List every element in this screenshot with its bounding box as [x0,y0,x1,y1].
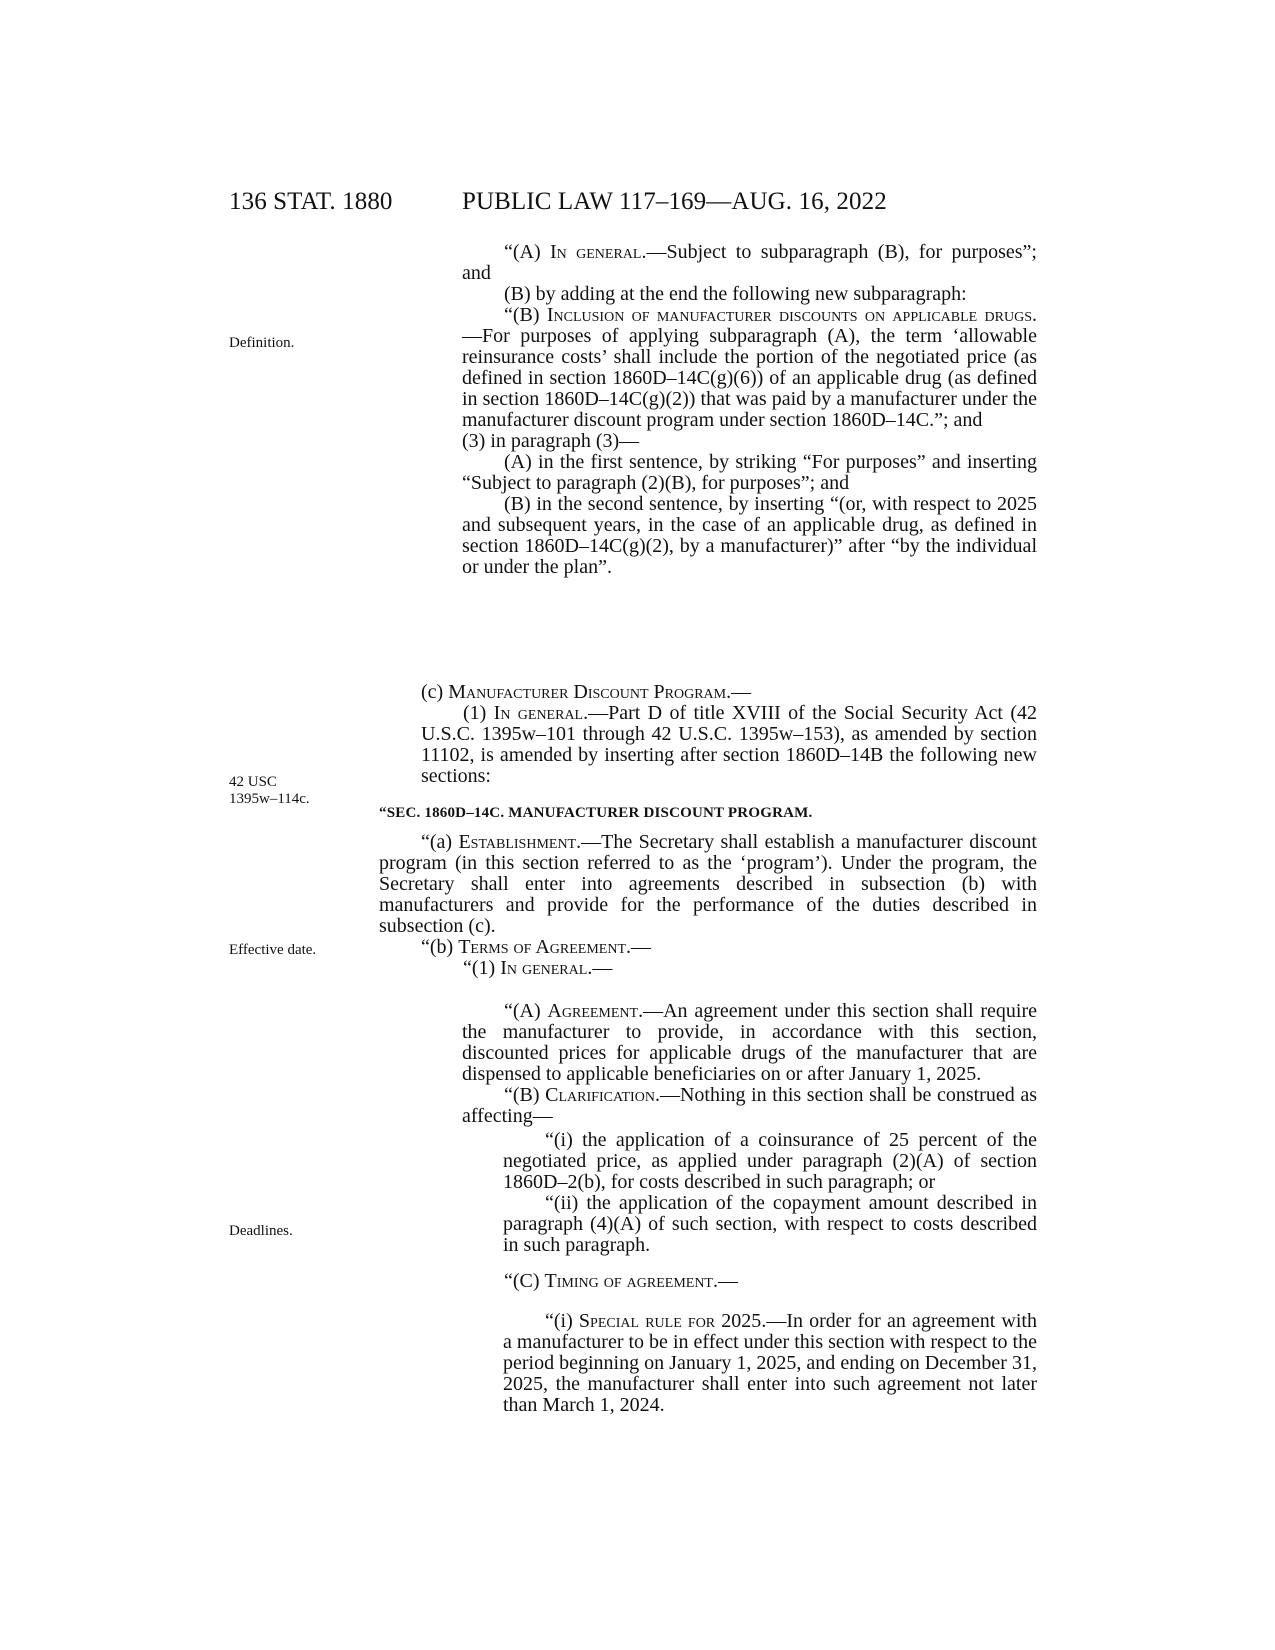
subsection-c-block [421,682,1037,787]
section-body-block [379,832,1037,979]
paragraph-b1-in-general: “(1) In general.— [463,957,613,979]
section-heading: “SEC. 1860D–14C. MANUFACTURER DISCOUNT PROGRAM. [379,805,813,821]
clause-ii-copayment: “(ii) the application of the copayment amount described in paragraph (4)(A) of such section, with respect to costs described in such paragraph. [503,1192,1037,1256]
subparagraph-b-clarification: “(B) Clarification.—Nothing in this section shall be construed as affecting— [462,1084,1037,1127]
margin-note-usc-line1: 42 USC [229,774,277,790]
subsection-b-terms: “(b) Terms of Agreement.— [421,936,651,958]
margin-note-effective-date: Effective date. [229,942,317,958]
special-rule-block [503,1311,1037,1416]
page-reference: 136 STAT. 1880 [229,188,393,215]
margin-note-usc-line2: 1395w–114c. [229,791,310,807]
subparagraph-a-agreement: “(A) Agreement.—An agreement under this section shall require the manufacturer to provide, in accordance with this section, discounted prices for applicable drugs of the manufacturer that are dispensed to applicable beneficiaries on or after January 1, 2025. [462,1000,1037,1085]
amendment-text-block [462,242,1037,578]
paragraph-3-a: (A) in the first sentence, by striking “For purposes” and inserting “Subject to paragraph (2)(B), for purposes”; and [462,451,1037,494]
paragraph-b-inclusion: “(B) Inclusion of manufacturer discounts on applicable drugs.—For purposes of applying subparagraph (A), the term ‘allowable reinsurance costs’ shall include the portion of the negotiated price (as defined in section 1860D–14C(g)(6)) of an applicable drug (as defined in section 1860D–14C(g)(2)) that was paid by a manufacturer under the manufacturer discount program under section 1860D–14C.”; and [462,304,1037,431]
paragraph-a-in-general: “(A) In general.—Subject to subparagraph (B), for purposes”; and [462,241,1037,284]
subsection-a-establishment: “(a) Establishment.—The Secretary shall establish a manufacturer discount program (in this section referred to as the ‘program’). Under the program, the Secretary shall enter into agreements described in subsection (b) with manufacturers and provide for the performance of the duties described in subsection (c). [379,831,1037,937]
paragraph-1-in-general: (1) In general.—Part D of title XVIII of the Social Security Act (42 U.S.C. 1395w–101 through 42 U.S.C. 1395w–153), as amended by section 11102, is amended by inserting after section 1860D–14B the following new sections: [421,702,1037,787]
running-title: PUBLIC LAW 117–169—AUG. 16, 2022 [462,188,887,215]
subsection-c-heading: (c) Manufacturer Discount Program.— [421,681,752,703]
clause-i-special-rule: “(i) Special rule for 2025.—In order for an agreement with a manufacturer to be in effect under this section with respect to the period beginning on January 1, 2025, and ending on December 31, 2025, the manufacturer shall enter into such agreement not later than March 1, 2024. [503,1310,1037,1416]
timing-block [462,1271,1037,1292]
margin-note-deadlines: Deadlines. [229,1223,293,1239]
agreement-block [462,1001,1037,1127]
paragraph-b-adding: (B) by adding at the end the following new subparagraph: [504,283,967,305]
paragraph-3: (3) in paragraph (3)— [462,430,640,452]
subparagraph-c-timing: “(C) Timing of agreement.— [504,1270,738,1292]
margin-note-definition: Definition. [229,335,295,351]
paragraph-3-b: (B) in the second sentence, by inserting “(or, with respect to 2025 and subsequent years, in the case of an applicable drug, as defined in section 1860D–14C(g)(2), by a manufacturer)” after “by the individual or under the plan”. [462,493,1037,578]
clauses-block [503,1130,1037,1256]
clause-i-coinsurance: “(i) the application of a coinsurance of 25 percent of the negotiated price, as applied under paragraph (2)(A) of section 1860D–2(b), for costs described in such paragraph; or [503,1129,1037,1193]
